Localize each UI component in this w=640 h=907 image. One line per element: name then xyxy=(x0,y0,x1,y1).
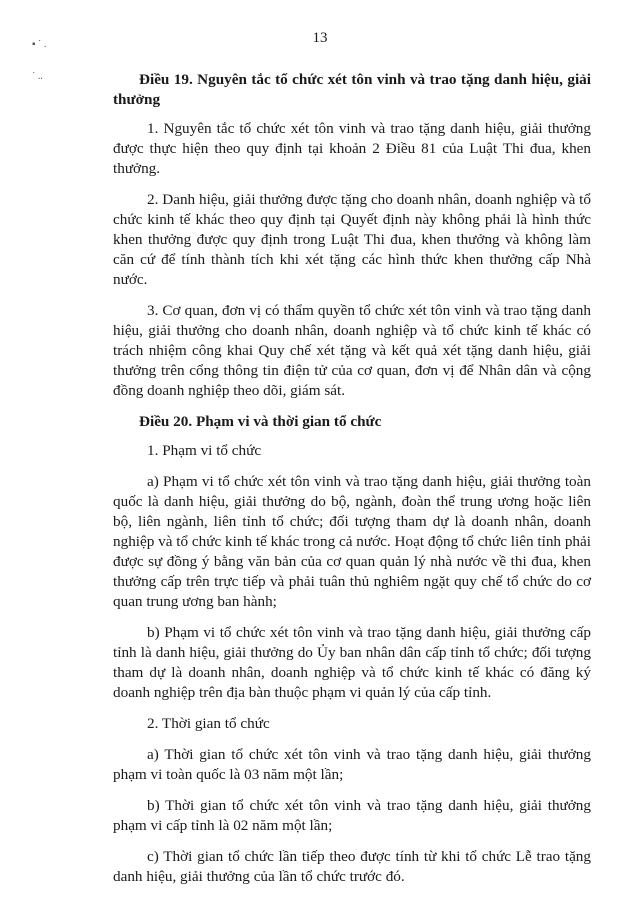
article-20-section-2-item-c: c) Thời gian tổ chức lần tiếp theo được tính từ khi tổ chức Lễ trao tặng danh hiệu, giải thưởng của lần tổ chức trước đó. xyxy=(113,848,591,885)
scan-mark: ˙ .. xyxy=(32,71,43,82)
article-19-paragraph-2: 2. Danh hiệu, giải thưởng được tặng cho doanh nhân, doanh nghiệp và tổ chức kinh tế khác theo quy định tại Quyết định này không phải là hình thức khen thưởng được quy định trong Luật Thi đua, khen thưởng và không làm căn cứ để tính thành tích khi xét tặng các hình thức khen thưởng cấp Nhà nước. xyxy=(113,191,591,288)
article-20-section-2-item-b: b) Thời gian tổ chức xét tôn vinh và trao tặng danh hiệu, giải thưởng phạm vi cấp tỉnh là 02 năm một lần; xyxy=(113,797,591,834)
document-body xyxy=(113,70,591,898)
article-20-section-2-item-a: a) Thời gian tổ chức xét tôn vinh và trao tặng danh hiệu, giải thưởng phạm vi toàn quốc là 03 năm một lần; xyxy=(113,746,591,783)
article-20-section-1-item-b: b) Phạm vi tổ chức xét tôn vinh và trao tặng danh hiệu, giải thưởng cấp tỉnh là danh hiệu, giải thưởng do Ủy ban nhân dân cấp tỉnh tổ chức; đối tượng tham dự là doanh nhân, doanh nghiệp và tổ chức kinh tế khác có đăng ký doanh nghiệp trên địa bàn thuộc phạm vi quản lý của cấp tỉnh. xyxy=(113,624,591,701)
scan-mark: ▪ ˙ . xyxy=(32,39,47,50)
article-19-paragraph-1: 1. Nguyên tắc tổ chức xét tôn vinh và trao tặng danh hiệu, giải thưởng được thực hiện theo quy định tại khoản 2 Điều 81 của Luật Thi đua, khen thưởng. xyxy=(113,120,591,177)
article-20-section-1-item-a: a) Phạm vi tổ chức xét tôn vinh và trao tặng danh hiệu, giải thưởng toàn quốc là danh hiệu, giải thưởng do bộ, ngành, đoàn thể trung ương hoặc liên bộ, liên ngành, liên tỉnh tổ chức; đối tượng tham dự là doanh nhân, doanh nghiệp và tổ chức kinh tế khác trong cả nước. Hoạt động tổ chức liên tỉnh phải được sự đồng ý bằng văn bản của cơ quan quản lý nhà nước về thi đua, khen thưởng cấp trên trực tiếp và phải tuân thủ nghiêm ngặt quy chế tổ chức do cơ quan trung ương ban hành; xyxy=(113,473,591,610)
article-20-section-2-title: 2. Thời gian tổ chức xyxy=(147,715,270,732)
page-number: 13 xyxy=(312,30,328,46)
article-19-heading: Điều 19. Nguyên tắc tổ chức xét tôn vinh và trao tặng danh hiệu, giải thưởng xyxy=(113,71,591,108)
article-19-paragraph-3: 3. Cơ quan, đơn vị có thẩm quyền tổ chức xét tôn vinh và trao tặng danh hiệu, giải thưởng cho doanh nhân, doanh nghiệp và tổ chức kinh tế khác có trách nhiệm công khai Quy chế xét tặng và kết quả xét tặng danh hiệu, giải thưởng trên cổng thông tin điện tử của cơ quan, đơn vị để Nhân dân và cộng đồng doanh nghiệp theo dõi, giám sát. xyxy=(113,302,591,399)
article-20-section-1-title: 1. Phạm vi tổ chức xyxy=(147,442,262,459)
article-20-heading: Điều 20. Phạm vi và thời gian tổ chức xyxy=(139,413,382,430)
